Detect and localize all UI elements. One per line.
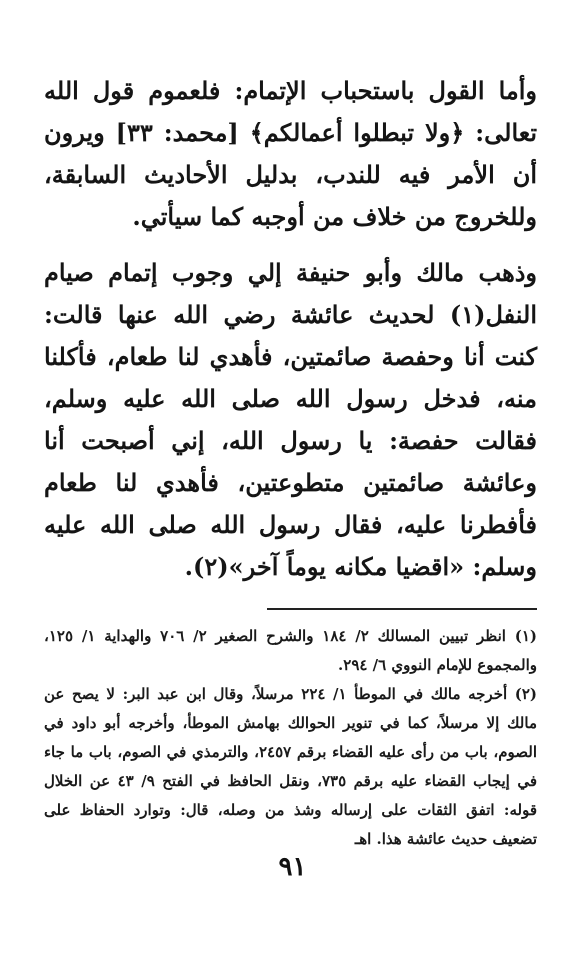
footnote-divider xyxy=(267,608,537,610)
footnote-2: (٢) أخرجه مالك في الموطأ ١/ ٢٢٤ مرسلاً، وقال ابن عبد البر: لا يصح عن مالك إلا مرسلاً، كما في تنوير الحوالك بهامش الموطأ، وأخرجه أبو داود في الصوم، باب من رأى عليه القضاء برقم ٢٤٥٧، والترمذي في الصوم، باب ما جاء في إيجاب القضاء عليه برقم ٧٣٥، ونقل الحافظ في الفتح ٩/ ٤٣ عن الخلال قوله: اتفق الثقات على إرساله وشذ من وصله، قال: وتوارد الحفاظ على تضعيف حديث عائشة هذا. اهـ xyxy=(44,685,537,848)
body-paragraph-2: وذهب مالك وأبو حنيفة إلي وجوب إتمام صيام النفل(١) لحديث عائشة رضي الله عنها قالت: كنت أنا وحفصة صائمتين، فأهدي لنا طعام، فأكلنا منه، فدخل رسول الله صلى الله عليه وسلم، فقالت حفصة: يا رسول الله، إني أصبحت أنا وعائشة صائمتين متطوعتين، فأهدي لنا طعام فأفطرنا عليه، فقال رسول الله صلى الله عليه وسلم: «اقضيا مكانه يوماً آخر»(٢). xyxy=(44,258,537,581)
body-paragraph-1: وأما القول باستحباب الإتمام: فلعموم قول الله تعالى: ﴿ولا تبطلوا أعمالكم﴾ [محمد: ٣٣] ويرون أن الأمر فيه للندب، بدليل الأحاديث السابقة، وللخروج من خلاف من أوجبه كما سيأتي. xyxy=(44,76,538,231)
page-number: ٩١ xyxy=(278,852,307,882)
footnote-1: (١) انظر تبيين المسالك ٢/ ١٨٤ والشرح الصغير ٢/ ٧٠٦ والهداية ١/ ١٢٥، والمجموع للإمام النووي ٦/ ٢٩٤. xyxy=(44,627,537,674)
